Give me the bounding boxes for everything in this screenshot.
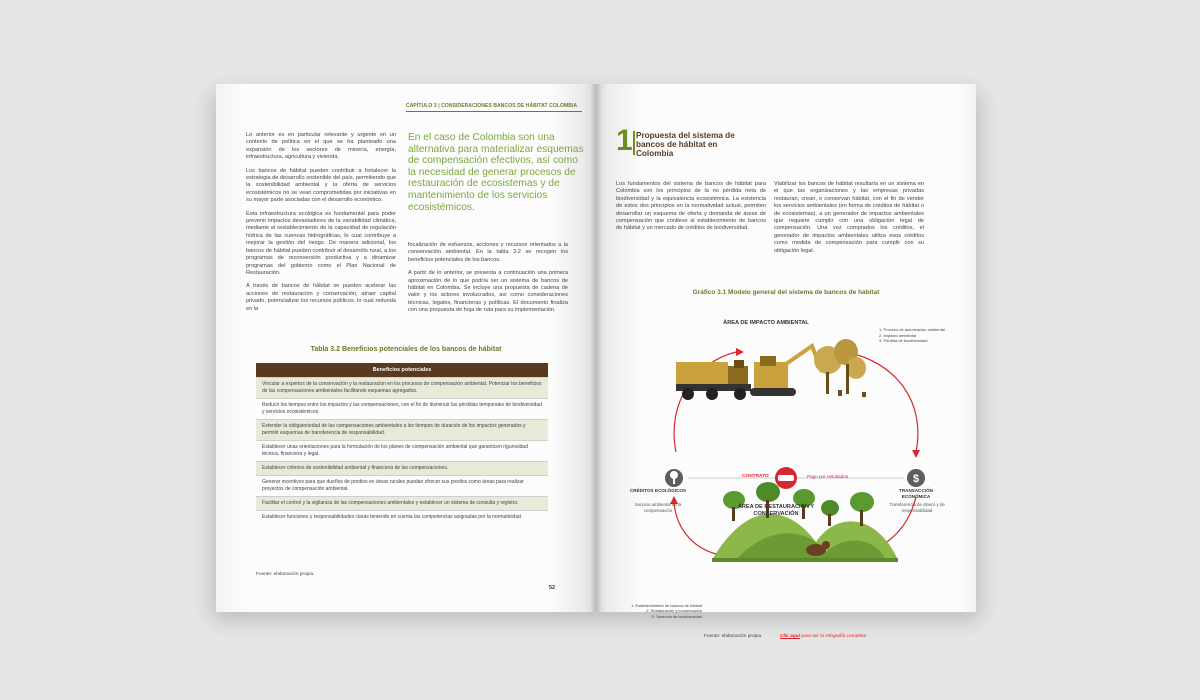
infographic-link-wrapper [780, 634, 866, 639]
payment-label: Pago por resultados [807, 474, 849, 479]
table-row: Facilitar el control y la vigilancia de las compensaciones ambientales y establecer un sistema de consulta y registro. [256, 496, 548, 510]
arrow-head [736, 348, 744, 356]
list-item: 1. Establecimiento de bancos de hábitat [631, 603, 702, 608]
paragraph: Esta infraestructura ecológica es fundamental para poder prevenir impactos devastadores de la variabilidad climática, mediante el restablecimiento de la capacidad de regulación hídrica de las cuencas hidrográficas, lo cual contribuye a mejorar la gestión del riesgo. De manera adicional, los bancos de hábitat pueden contribuir al desarrollo rural, a los programas de reconversión productiva y a dinamizar programas del gobierno como el Plan Nacional de Restauración. [246, 210, 396, 276]
svg-text:$: $ [912, 473, 920, 485]
restoration-area-label: ÁREA DE RESTAURACIÓN Y CONSERVACIÓN [737, 504, 815, 517]
header-rule [406, 111, 582, 112]
list-item: 1. Proceso de autorización ambiental [879, 327, 945, 332]
list-item: 3. Pérdida de biodiversidad [879, 338, 928, 344]
paragraph: A través de bancos de hábitat se pueden acelerar las acciones de restauración y conservación, atraer capital privado, potencializar los recursos públicos, lo cual redunda en la [246, 283, 396, 312]
dump-truck-illustration [676, 360, 751, 400]
infographic-title: Gráfico 3.1 Modelo general del sistema de bancos de hábitat [692, 289, 880, 296]
dry-trees-illustration [814, 339, 866, 397]
list-item: 2. Restauración y conservación [646, 608, 702, 614]
table-row: Establecer criterios de sostenibilidad ambiental y financiera de las compensaciones. [256, 461, 548, 475]
table-row: Reducir los tiempos entre los impactos y las compensaciones, con el fin de disminuir las pérdidas temporales de biodiversidad y servicios ecosistémicos. [256, 398, 548, 419]
table-header: Beneficios potenciales [256, 363, 548, 377]
infographic-link-suffix: para ver la infografía completa [801, 634, 867, 639]
excavator-illustration [750, 346, 822, 396]
infographic-source: Fuente: elaboración propia. [704, 634, 763, 639]
ecological-credits-icon [665, 469, 683, 487]
section-title: Propuesta del sistema de bancos de hábitat en Colombia [636, 131, 735, 159]
handshake-icon [775, 467, 797, 489]
right-page [596, 84, 976, 639]
arrow-head [912, 450, 920, 458]
book-spine [590, 84, 602, 612]
paragraph: Los bancos de hábitat pueden contribuir a fortalecer la estrategia de desarrollo sostenible del país, permitiendo que la sostenibilidad ambiental y la oferta de servicios ecosistémicos no se vean comprometidas por iniciativas en su mayor parte asociadas con el desarrollo económico. [246, 167, 396, 204]
paragraph: focalización de esfuerzos, acciones y recursos orientados a la conservación ambiental. En la tabla 3.2 se recogen los beneficios potenciales de los bancos. [408, 242, 568, 263]
credits-desc: Servicio ambiental de la compensación [634, 502, 682, 513]
paragraph: Lo anterior es en particular relevante y urgente en un contexto de política en el que se ha planteado una expansión de los sectores de minería, energía, infraestructura, agricultura y vivienda. [246, 132, 396, 161]
contract-label: CONTRATO [742, 474, 769, 479]
infographic-link[interactable]: Clic aquí [780, 634, 800, 639]
table-row: Establecer unas orientaciones para la formulación de los planes de compensación ambiental que garanticen rigurosidad técnica, financiera y legal. [256, 440, 548, 461]
section-number: 1 [616, 124, 633, 157]
left-page [216, 84, 596, 612]
right-col2: Viabilizar los bancos de hábitat resultaría en un sistema en el que las organizaciones y las empresas privadas restauran, crean, o conservan hábitat, con el fin de vender los servicios ambientales (en forma de créditos de hábitat o de ecosistemas), a un generador de impactos ambientales que requiere cumplir con una obligación legal de compensación. Una vez comprados los créditos, el generador de impactos ambientales utiliza esos créditos como medida de compensación para cumplir con su obligación legal. [774, 181, 924, 254]
table-source: Fuente: elaboración propia. [256, 572, 315, 577]
section-bar [633, 131, 635, 155]
page-number: 52 [549, 585, 555, 591]
list-item: 3. Tenencia de biodiversidad [651, 613, 702, 619]
benefits-table [256, 363, 548, 524]
list-item: 2. Impacto ambiental [879, 332, 917, 338]
table-title: Tabla 3.2 Beneficios potenciales de los bancos de hábitat [310, 346, 502, 353]
impact-area-label: ÁREA DE IMPACTO AMBIENTAL [723, 320, 809, 326]
table-row: Establecer funciones y responsabilidades claras teniendo en cuenta las competencias asignadas por la normatividad. [256, 510, 548, 524]
paragraph: A partir de lo anterior, se presenta a continuación una primera aproximación de lo que podría ser un sistema de bancos de hábitat en Colombia. Se incluye una propuesta de cadena de valor y los actores involucrados, así como consideraciones técnicas, legales, financieras y políticas. El documento finaliza con una propuesta de hoja de ruta para su implementación. [408, 270, 568, 314]
table-row: Vincular a expertos de la conservación y la restauración en los procesos de compensación ambiental. Potenciar los beneficios de las compensaciones ambientales facilitando esquemas agregados. [256, 377, 548, 398]
chapter-header: CAPÍTULO 3 | CONSIDERACIONES BANCOS DE HÁBITAT COLOMBIA [406, 103, 578, 109]
table-row: Extender la obligatoriedad de las compensaciones ambientales a los tiempos de duración de los impactos generados y permitir esquemas de transferencia de responsabilidad. [256, 419, 548, 440]
right-col1: Los fundamentos del sistema de bancos de hábitat para Colombia son los principios de la no pérdida neta de biodiversidad y la equivalencia ecosistémica. La existencia de estos dos principios en la normatividad actual, permiten desarrollar un esquema de oferta y demanda de áreas de compensación que conlleve al establecimiento de bancos de hábitat y un mercado de créditos de biodiversidad. [616, 181, 766, 232]
left-col1 [246, 132, 396, 313]
transaction-desc: Transferencia de dinero y de responsabilidad [889, 502, 945, 513]
restoration-list [606, 603, 702, 619]
dollar-icon [907, 469, 925, 487]
impact-list [879, 327, 959, 344]
restoration-hills-illustration [712, 514, 898, 562]
pull-quote: En el caso de Colombia son una alternativa para materializar esquemas de compensación efectivos, así como la necesidad de generar procesos de restauración de ecosistemas y de mantenimiento de los servicios ecosistémicos. [408, 132, 584, 213]
transaction-title: TRANSACCIÓN ECONÓMICA [899, 488, 933, 499]
left-col2 [408, 242, 568, 315]
credits-title: CRÉDITOS ECOLÓGICOS [629, 488, 687, 493]
table-row: Generar incentivos para que dueños de predios en áreas rurales puedan ofrecer sus predios como áreas para realizar proyectos de compensación ambiental. [256, 475, 548, 496]
